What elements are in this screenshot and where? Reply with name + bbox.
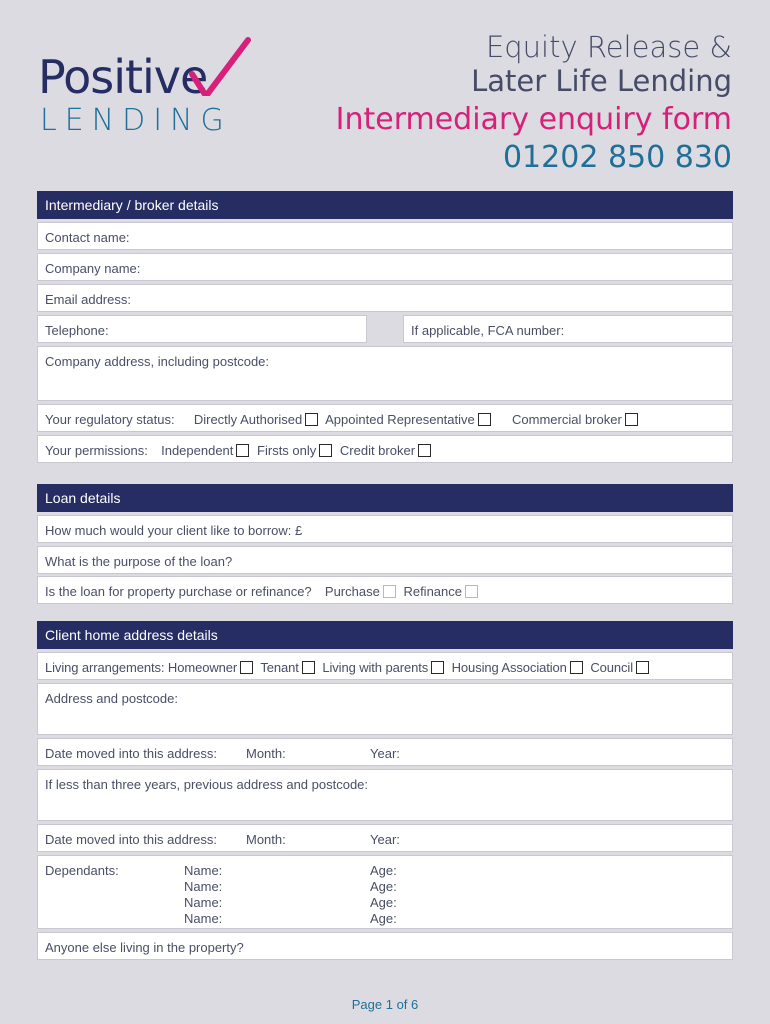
tenant-label: Tenant [260, 660, 299, 675]
loan-purpose-label: What is the purpose of the loan? [45, 554, 233, 569]
anyone-else-field[interactable] [37, 932, 733, 960]
homeowner-checkbox[interactable] [240, 661, 253, 674]
dependant-names [184, 863, 222, 927]
independent-checkbox[interactable] [236, 444, 249, 457]
purchase-label: Purchase [324, 584, 380, 599]
dependant-name-field[interactable]: Name: [184, 911, 223, 926]
company-address-label: Company address, including postcode: [45, 354, 270, 369]
council-checkbox[interactable] [636, 661, 649, 674]
regulatory-status-label: Your regulatory status: [45, 412, 175, 427]
living-arrangements-row [37, 652, 733, 680]
logo-subtext: LENDING [40, 103, 232, 138]
dependant-ages [370, 863, 397, 927]
date-moved-row [37, 738, 733, 766]
company-name-label: Company name: [45, 261, 141, 276]
dependant-age-field[interactable]: Age: [370, 895, 397, 910]
directly-authorised-label: Directly Authorised [193, 412, 303, 427]
dependant-age-field[interactable]: Age: [370, 879, 397, 894]
email-field[interactable] [37, 284, 733, 312]
date-moved-label: Date moved into this address: [45, 746, 217, 761]
independent-label: Independent [161, 443, 234, 458]
client-address-label: Address and postcode: [45, 691, 178, 706]
borrow-amount-label: How much would your client like to borrow: £ [45, 523, 303, 538]
appointed-representative-checkbox[interactable] [478, 413, 491, 426]
page-number: Page 1 of 6 [351, 997, 419, 1012]
date-moved-previous-label: Date moved into this address: [45, 832, 217, 847]
previous-month-field[interactable]: Month: [246, 832, 286, 847]
section-heading-loan: Loan details [37, 484, 733, 512]
client-address-field[interactable] [37, 683, 733, 735]
tenant-checkbox[interactable] [302, 661, 315, 674]
appointed-representative-label: Appointed Representative [325, 412, 475, 427]
council-label: Council [590, 660, 633, 675]
contact-name-label: Contact name: [45, 230, 130, 245]
dependants-label: Dependants: [45, 863, 119, 878]
housing-association-label: Housing Association [451, 660, 567, 675]
email-label: Email address: [45, 292, 131, 307]
month-field[interactable]: Month: [246, 746, 286, 761]
loan-purpose-field[interactable] [37, 546, 733, 574]
date-moved-previous-row [37, 824, 733, 852]
living-with-parents-checkbox[interactable] [431, 661, 444, 674]
previous-year-field[interactable]: Year: [370, 832, 400, 847]
commercial-broker-label: Commercial broker [512, 412, 622, 427]
dependants-row [37, 855, 733, 929]
dependant-name-field[interactable]: Name: [184, 895, 223, 910]
fca-number-field[interactable] [403, 315, 733, 343]
firsts-only-label: Firsts only [257, 443, 317, 458]
company-address-field[interactable] [37, 346, 733, 401]
title-line-1: Equity Release & [485, 30, 732, 64]
homeowner-label: Homeowner [167, 660, 238, 675]
phone-number: 01202 850 830 [502, 140, 732, 175]
dependant-name-field[interactable]: Name: [184, 879, 223, 894]
purchase-refinance-row [37, 576, 733, 604]
refinance-checkbox[interactable] [465, 585, 478, 598]
checkmark-icon [184, 36, 254, 96]
credit-broker-checkbox[interactable] [418, 444, 431, 457]
housing-association-checkbox[interactable] [570, 661, 583, 674]
living-with-parents-label: Living with parents [322, 660, 429, 675]
permissions-row [37, 435, 733, 463]
section-heading-client: Client home address details [37, 621, 733, 649]
credit-broker-label: Credit broker [339, 443, 416, 458]
living-arrangements-label: Living arrangements: [45, 660, 165, 675]
telephone-label: Telephone: [45, 323, 109, 338]
purchase-refinance-question: Is the loan for property purchase or refinance? [45, 584, 312, 599]
logo-wordmark: Positive [38, 50, 208, 104]
contact-name-field[interactable] [37, 222, 733, 250]
permissions-label: Your permissions: [45, 443, 148, 458]
fca-number-label: If applicable, FCA number: [411, 323, 565, 338]
commercial-broker-checkbox[interactable] [625, 413, 638, 426]
section-heading-broker: Intermediary / broker details [37, 191, 733, 219]
dependant-name-field[interactable]: Name: [184, 863, 223, 878]
directly-authorised-checkbox[interactable] [305, 413, 318, 426]
form-subtitle: Intermediary enquiry form [335, 102, 732, 137]
refinance-label: Refinance [403, 584, 462, 599]
telephone-field[interactable] [37, 315, 367, 343]
year-field[interactable]: Year: [370, 746, 400, 761]
anyone-else-label: Anyone else living in the property? [45, 940, 244, 955]
purchase-checkbox[interactable] [383, 585, 396, 598]
firsts-only-checkbox[interactable] [319, 444, 332, 457]
title-line-2: Later Life Lending [471, 64, 732, 98]
borrow-amount-field[interactable] [37, 515, 733, 543]
dependant-age-field[interactable]: Age: [370, 863, 397, 878]
previous-address-field[interactable] [37, 769, 733, 821]
regulatory-status-row [37, 404, 733, 432]
dependant-age-field[interactable]: Age: [370, 911, 397, 926]
header-titles [336, 30, 732, 176]
previous-address-label: If less than three years, previous address and postcode: [45, 777, 369, 792]
company-name-field[interactable] [37, 253, 733, 281]
logo [38, 36, 248, 146]
